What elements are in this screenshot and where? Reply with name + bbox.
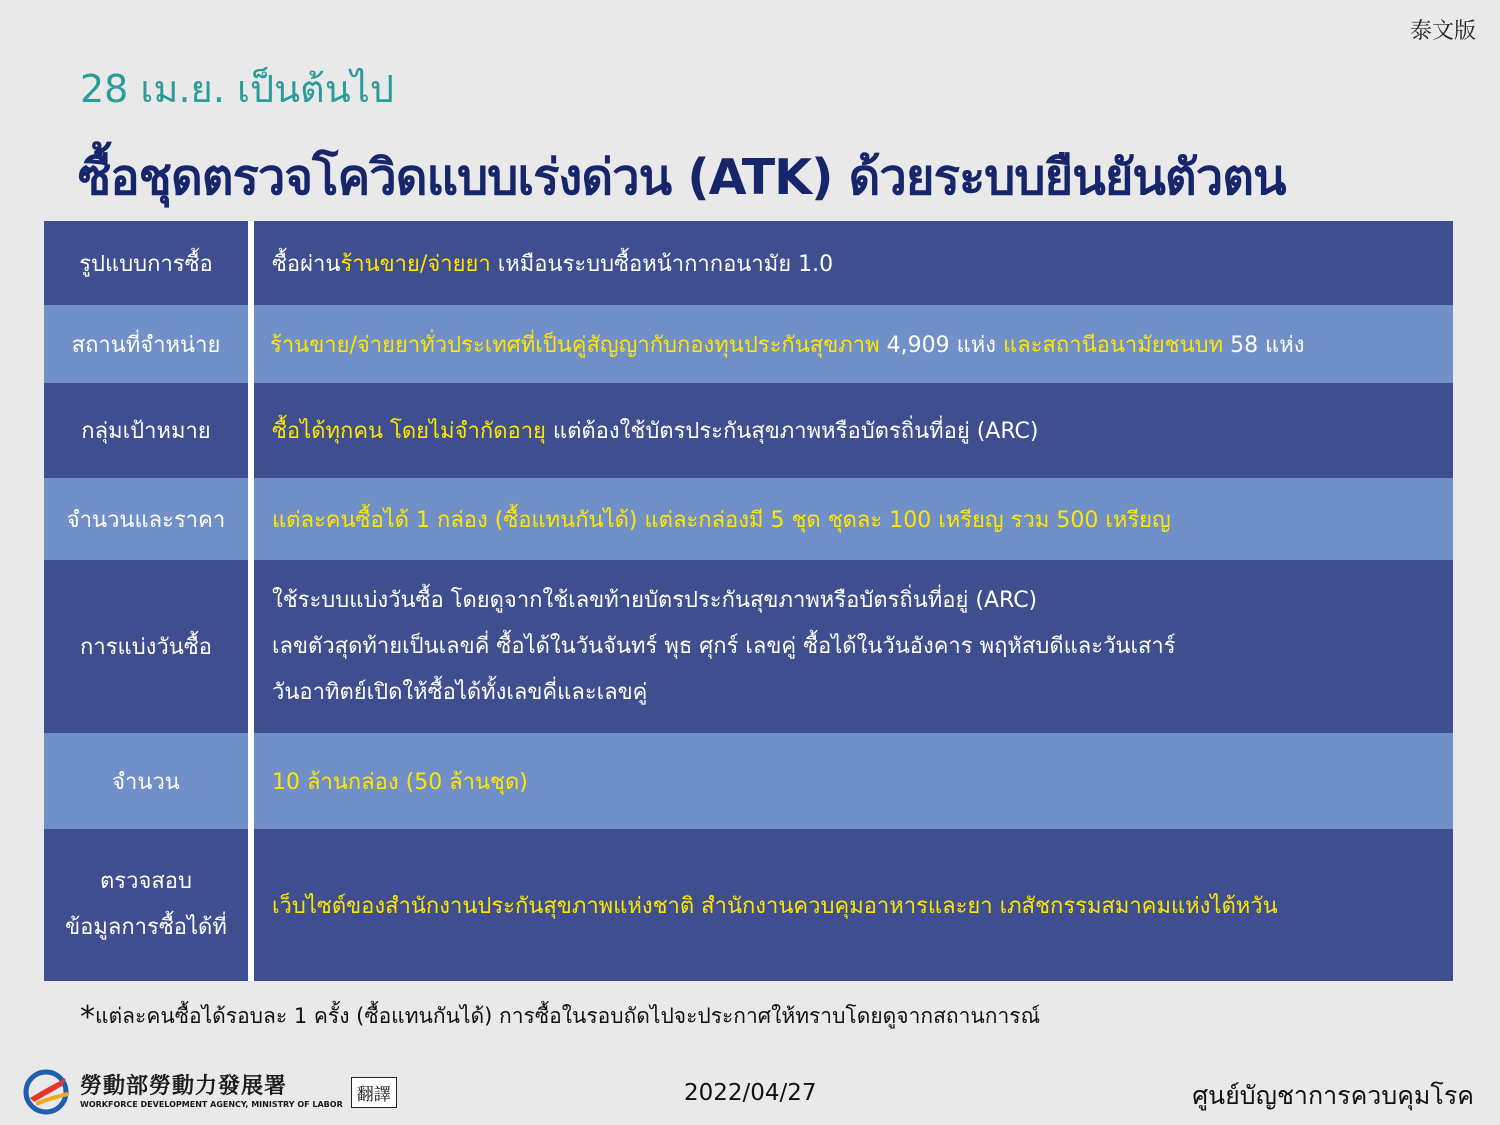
row-label: กลุ่มเป้าหมาย: [44, 383, 251, 478]
row-content: [251, 221, 1453, 305]
content-line: เลขตัวสุดท้ายเป็นเลขคี่ ซื้อได้ในวันจันทร์ พุธ ศุกร์ เลขคู่ ซื้อได้ในวันอังคาร พฤหัสบดีและวันเสาร์: [272, 633, 1176, 659]
effective-date-heading: 28 เม.ย. เป็นต้นไป: [80, 67, 394, 111]
table-row-purchase-days: [44, 560, 1453, 733]
content-highlight: แต่ละคนซื้อได้ 1 กล่อง (ซื้อแทนกันได้) แต่ละกล่องมี 5 ชุด ชุดละ 100 เหรียญ รวม 500 เหรียญ: [272, 507, 1171, 533]
content-text: 4,909 แห่ง: [879, 332, 1004, 358]
content-line: ใช้ระบบแบ่งวันซื้อ โดยดูจากใช้เลขท้ายบัตรประกันสุขภาพหรือบัตรถิ่นที่อยู่ (ARC): [272, 587, 1038, 613]
row-label: จำนวนและราคา: [44, 478, 251, 560]
row-label: สถานที่จำหน่าย: [44, 305, 251, 383]
row-content: [251, 733, 1453, 829]
row-label: [44, 829, 251, 981]
table-row-target-group: [44, 383, 1453, 478]
page-title: ซื้อชุดตรวจโควิดแบบเร่งด่วน (ATK) ด้วยระบบยืนยันตัวตน: [78, 149, 1286, 206]
issuing-organization: ศูนย์บัญชาการควบคุมโรค: [1192, 1081, 1474, 1110]
row-label-line: ข้อมูลการซื้อได้ที่: [65, 915, 227, 940]
agency-name: [80, 1074, 343, 1110]
agency-name-english: WORKFORCE DEVELOPMENT AGENCY, MINISTRY OF LABOR: [80, 1100, 343, 1109]
content-text: แต่ต้องใช้บัตรประกันสุขภาพหรือบัตรถิ่นที่อยู่ (ARC): [545, 419, 1039, 444]
table-row-sales-locations: [44, 305, 1453, 383]
content-highlight: 10 ล้านกล่อง (50 ล้านชุด): [272, 769, 528, 795]
row-content: [251, 560, 1453, 733]
language-version-label: 泰文版: [1409, 19, 1476, 44]
footnote-text: แต่ละคนซื้อได้รอบละ 1 ครั้ง (ซื้อแทนกันได้) การซื้อในรอบถัดไปจะประกาศให้ทราบโดยดูจากสถานการณ์: [95, 1004, 1041, 1028]
row-content: [251, 478, 1453, 560]
content-highlight: ซื้อได้ทุกคน โดยไม่จำกัดอายุ: [272, 419, 546, 444]
content-highlight: และสถานีอนามัยชนบท: [1003, 332, 1224, 358]
translation-badge: 翻譯: [351, 1077, 397, 1108]
row-label: จำนวน: [44, 733, 251, 829]
footnote-asterisk: *: [80, 1000, 95, 1035]
content-highlight: ร้านขาย/จ่ายยาทั่วประเทศที่เป็นคู่สัญญากับกองทุนประกันสุขภาพ: [270, 332, 880, 358]
content-highlight: ร้านขาย/จ่ายยา: [340, 251, 491, 277]
content-text: 58 แห่ง: [1223, 332, 1305, 358]
row-content: [251, 383, 1453, 478]
footnote: [80, 1000, 1040, 1035]
content-highlight: เว็บไซต์ของสำนักงานประกันสุขภาพแห่งชาติ สำนักงานควบคุมอาหารและยา เภสัชกรรมสมาคมแห่งไต้หวัน: [272, 893, 1278, 919]
agency-name-chinese: 勞動部勞動力發展署: [80, 1074, 288, 1099]
row-content: [251, 829, 1453, 981]
publish-date: 2022/04/27: [684, 1080, 817, 1106]
agency-emblem-icon: [22, 1068, 74, 1116]
content-line: วันอาทิตย์เปิดให้ซื้อได้ทั้งเลขคี่และเลขคู่: [272, 679, 648, 705]
row-content: [251, 305, 1453, 383]
row-label-line: ตรวจสอบ: [100, 869, 192, 894]
row-label: การแบ่งวันซื้อ: [44, 560, 251, 733]
content-text: ซื้อผ่าน: [272, 251, 341, 277]
table-row-total-quantity: [44, 733, 1453, 829]
info-table: [44, 221, 1453, 981]
content-text: เหมือนระบบซื้อหน้ากากอนามัย 1.0: [490, 251, 834, 277]
table-row-purchase-method: [44, 221, 1453, 305]
table-row-check-info: [44, 829, 1453, 981]
agency-logo: [22, 1068, 397, 1116]
row-label: รูปแบบการซื้อ: [44, 221, 251, 305]
table-row-quantity-price: [44, 478, 1453, 560]
